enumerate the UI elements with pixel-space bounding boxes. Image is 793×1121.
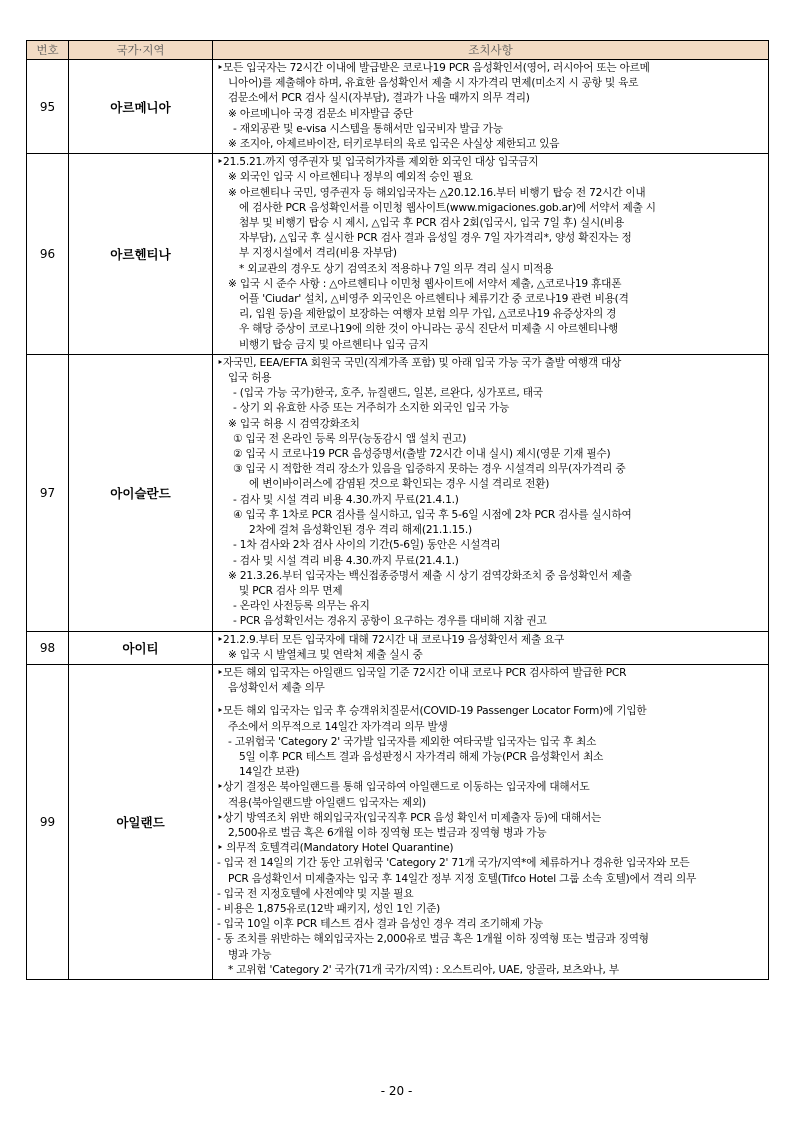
measure-line: ‣자국민, EEA/EFTA 회원국 국민(직계가족 포함) 및 아래 입국 가능 국가 출발 여행객 대상 xyxy=(217,356,622,369)
measure-line: 비행기 탑승 금지 및 아르헨티나 입국 금지 xyxy=(239,338,429,351)
measure-line: - 검사 및 시설 격리 비용 4.30.까지 무료(21.4.1.) xyxy=(233,493,459,506)
measure-line: ※ 조지아, 아제르바이잔, 터키로부터의 육로 입국은 사실상 제한되고 있음 xyxy=(228,138,560,151)
measure-line: 적용(북아일랜드발 아일랜드 입국자는 제외) xyxy=(228,796,426,809)
header-measures: 조치사항 xyxy=(213,41,769,60)
measure-line: - 입국 전 14일의 기간 동안 고위험국 'Category 2' 71개 국가/지역*에 체류하거나 경유한 입국자와 모든 xyxy=(217,857,690,870)
measure-line: - 입국 10일 이후 PCR 테스트 검사 결과 음성인 경우 격리 조기해제 가능 xyxy=(217,918,544,931)
measure-line: - PCR 음성확인서는 경유지 공항이 요구하는 경우를 대비해 지참 권고 xyxy=(233,615,547,628)
measure-line: ※ 입국 시 준수 사항 : △아르헨티나 이민청 웹사이트에 서약서 제출, △코로나19 휴대폰 xyxy=(228,277,622,290)
measures-cell xyxy=(213,631,769,664)
measure-line: - 1차 검사와 2차 검사 사이의 기간(5-6일) 동안은 시설격리 xyxy=(233,539,501,552)
row-number: 99 xyxy=(27,664,69,979)
country-name: 아이티 xyxy=(69,631,213,664)
measure-line: - (입국 가능 국가)한국, 호주, 뉴질랜드, 일본, 르완다, 싱가포르, 태국 xyxy=(233,387,543,400)
measure-line: 검문소에서 PCR 검사 실시(자부담), 결과가 나올 때까지 의무 격리) xyxy=(228,92,530,105)
measure-line: - 입국 전 지정호텔에 사전예약 및 지불 필요 xyxy=(217,887,414,900)
measure-line: - 재외공관 및 e-visa 시스템을 통해서만 입국비자 발급 가능 xyxy=(233,122,503,135)
measure-line: ① 입국 전 온라인 등록 의무(능동감시 앱 설치 권고) xyxy=(233,432,467,445)
measure-line: - 비용은 1,875유로(12박 패키지, 성인 1인 기준) xyxy=(217,902,441,915)
measure-line: ※ 외국인 입국 시 아르헨티나 정부의 예외적 승인 필요 xyxy=(228,171,473,184)
table-row xyxy=(27,631,769,664)
page-number: - 20 - xyxy=(380,1084,413,1098)
measure-line: ‣모든 해외 입국자는 입국 후 승객위치질문서(COVID-19 Passenger Locator Form)에 기입한 xyxy=(217,705,647,718)
measure-line: 병과 가능 xyxy=(228,948,272,961)
header-country: 국가·지역 xyxy=(69,41,213,60)
measure-line: ② 입국 시 코로나19 PCR 음성증명서(출발 72시간 이내 실시) 제시(영문 기재 필수) xyxy=(233,448,611,461)
table-row xyxy=(27,664,769,979)
country-name: 아이슬란드 xyxy=(69,354,213,631)
measure-line: 입국 허용 xyxy=(228,372,272,385)
table-row xyxy=(27,154,769,355)
measure-line: 및 PCR 검사 의무 면제 xyxy=(239,584,343,597)
measure-line: ‣모든 해외 입국자는 아일랜드 입국일 기준 72시간 이내 코로나 PCR 검사하여 발급한 PCR xyxy=(217,666,627,679)
measure-line: 리, 입원 등)을 제한없이 보장하는 여행자 보험 의무 가입, △코로나19 유증상자의 경 xyxy=(239,308,617,321)
measure-line: ※ 21.3.26.부터 입국자는 백신접종증명서 제출 시 상기 검역강화조치 중 음성확인서 제출 xyxy=(228,569,632,582)
measures-cell xyxy=(213,154,769,355)
measure-line: * 고위험 'Category 2' 국가(71개 국가/지역) : 오스트리아, UAE, 앙골라, 보츠와나, 부 xyxy=(228,963,619,976)
measure-line: ④ 입국 후 1차로 PCR 검사를 실시하고, 입국 후 5-6일 시점에 2차 PCR 검사를 실시하여 xyxy=(233,508,632,521)
measure-line: - 고위험국 'Category 2' 국가발 입국자를 제외한 여타국발 입국자는 입국 후 최소 xyxy=(228,735,597,748)
measure-line: 음성확인서 제출 의무 xyxy=(228,682,325,695)
row-number: 96 xyxy=(27,154,69,355)
measure-line: 니아어)를 제출해야 하며, 유효한 음성확인서 제출 시 자가격리 면제(미소지 시 공항 및 육로 xyxy=(228,77,639,90)
measure-line: ‣상기 방역조치 위반 해외입국자(입국직후 PCR 음성 확인서 미제출자 등)에 대해서는 xyxy=(217,811,602,824)
measure-line: PCR 음성확인서 미제출자는 입국 후 14일간 정부 지정 호텔(Tifco Hotel 그룹 소속 호텔)에서 격리 의무 xyxy=(228,872,697,885)
measures-table-container xyxy=(26,40,768,980)
measure-line: ‣모든 입국자는 72시간 이내에 발급받은 코로나19 PCR 음성확인서(영어, 러시아어 또는 아르메 xyxy=(217,62,650,74)
measure-line: ※ 아르헨티나 국민, 영주권자 등 해외입국자는 △20.12.16.부터 비행기 탑승 전 72시간 이내 xyxy=(228,186,646,199)
measure-line: ‣21.5.21.까지 영주권자 및 입국허가자를 제외한 외국인 대상 입국금지 xyxy=(217,156,539,169)
measure-line: ‣상기 결정은 북아일랜드를 통해 입국하여 아일랜드로 이동하는 입국자에 대해서도 xyxy=(217,781,590,794)
table-row xyxy=(27,60,769,154)
measure-line: ③ 입국 시 적합한 격리 장소가 있음을 입증하지 못하는 경우 시설격리 의무(자가격리 중 xyxy=(233,463,626,476)
measure-line: 2차에 걸쳐 음성확인된 경우 격리 해제(21.1.15.) xyxy=(249,524,472,537)
measure-line: ※ 입국 허용 시 검역강화조치 xyxy=(228,417,360,430)
table-row xyxy=(27,354,769,631)
table-header-row xyxy=(27,41,769,60)
country-name: 아르헨티나 xyxy=(69,154,213,355)
country-name: 아일랜드 xyxy=(69,664,213,979)
row-number: 95 xyxy=(27,60,69,154)
measure-line: 2,500유로 벌금 혹은 6개월 이하 징역형 또는 벌금과 징역형 병과 가능 xyxy=(228,826,547,839)
measure-line: 에 검사한 PCR 음성확인서를 이민청 웹사이트(www.migaciones.gob.ar)에 서약서 제출 시 xyxy=(239,201,656,214)
measure-line: 14일간 보관) xyxy=(239,766,300,779)
measure-line: - 온라인 사전등록 의무는 유지 xyxy=(233,600,370,613)
table-body xyxy=(27,60,769,980)
measure-line: 5일 이후 PCR 테스트 결과 음성판정시 자가격리 해제 가능(PCR 음성확인서 최소 xyxy=(239,750,604,763)
header-number: 번호 xyxy=(27,41,69,60)
measure-line: - 동 조치를 위반하는 해외입국자는 2,000유로 벌금 혹은 1개월 이하 징역형 또는 벌금과 징역형 xyxy=(217,933,649,946)
measures-cell xyxy=(213,664,769,979)
measure-line: 부 지정시설에서 격리(비용 자부담) xyxy=(239,247,397,260)
country-name: 아르메니아 xyxy=(69,60,213,154)
row-number: 98 xyxy=(27,631,69,664)
measure-line: ※ 입국 시 발열체크 및 연락처 제출 실시 중 xyxy=(228,648,423,661)
row-number: 97 xyxy=(27,354,69,631)
measure-line: 자부담), △입국 후 실시한 PCR 검사 결과 음성일 경우 7일 자가격리*, 양성 확진자는 정 xyxy=(239,232,632,245)
measure-line: ※ 아르메니아 국경 검문소 비자발급 중단 xyxy=(228,107,414,120)
measure-line: ‣ 의무적 호텔격리(Mandatory Hotel Quarantine) xyxy=(217,842,454,855)
measure-line: 주소에서 의무적으로 14일간 자가격리 의무 발생 xyxy=(228,720,448,733)
measure-line: - 검사 및 시설 격리 비용 4.30.까지 무료(21.4.1.) xyxy=(233,554,459,567)
measure-line: * 외교관의 경우도 상기 검역조치 적용하나 7일 의무 격리 실시 미적용 xyxy=(239,262,554,275)
measures-cell xyxy=(213,60,769,154)
measure-line: - 상기 외 유효한 사증 또는 거주허가 소지한 외국인 입국 가능 xyxy=(233,402,510,415)
measure-line: 어플 'Ciudar' 설치, △비영주 외국인은 아르헨티나 체류기간 중 코로나19 관련 비용(격 xyxy=(239,293,629,306)
measure-line: ‣21.2.9.부터 모든 입국자에 대해 72시간 내 코로나19 음성확인서 제출 요구 xyxy=(217,633,565,646)
measure-line: 첨부 및 비행기 탑승 시 제시, △입국 후 PCR 검사 2회(입국시, 입국 7일 후) 실시(비용 xyxy=(239,217,624,230)
line-gap xyxy=(217,696,764,704)
entry-measures-table xyxy=(26,40,769,980)
measure-line: 에 변이바이러스에 감염된 것으로 확인되는 경우 시설 격리로 전환) xyxy=(249,478,550,491)
measure-line: 우 해당 증상이 코로나19에 의한 것이 아니라는 공식 진단서 미제출 시 아르헨티나행 xyxy=(239,323,619,336)
measures-cell xyxy=(213,354,769,631)
